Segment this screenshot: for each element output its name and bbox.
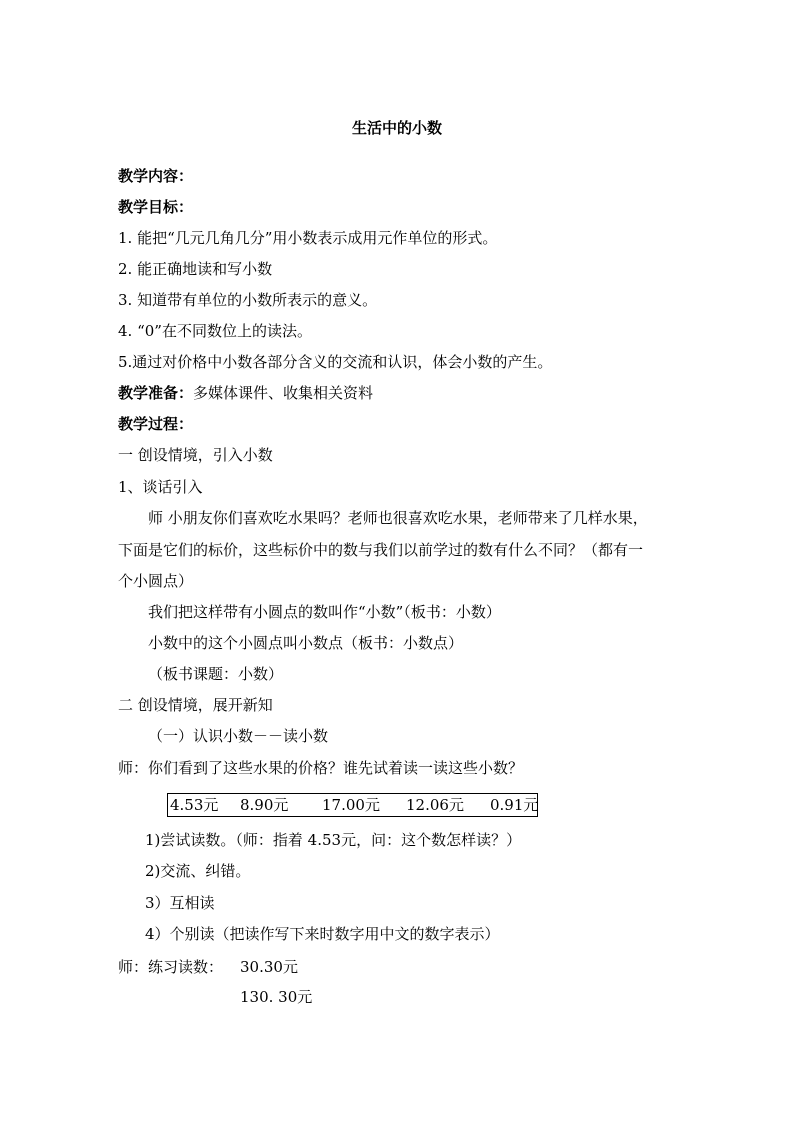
teacher-question: 师：你们看到了这些水果的价格？谁先试着读一读这些小数？ <box>118 759 524 777</box>
practice-value-2: 130. 30元 <box>240 988 313 1006</box>
paragraph-1-line-2: 下面是它们的标价，这些标价中的数与我们以前学过的数有什么不同？（都有一 <box>118 541 644 559</box>
section-1-heading: 一 创设情境，引入小数 <box>118 446 273 464</box>
prep-label: 教学准备： <box>118 384 194 402</box>
price-item: 17.00元 <box>322 796 380 814</box>
price-table <box>167 793 538 817</box>
goal-2: 2. 能正确地读和写小数 <box>118 260 273 278</box>
price-item: 0.91元 <box>490 796 539 814</box>
section-2-1-heading: （一）认识小数－－读小数 <box>148 727 329 745</box>
practice-label: 师：练习读数： <box>118 958 224 976</box>
content-label: 教学内容： <box>118 167 194 185</box>
paragraph-3: 小数中的这个小圆点叫小数点（板书：小数点） <box>148 634 464 652</box>
paragraph-4: （板书课题：小数） <box>148 665 284 683</box>
goal-1: 1. 能把“几元几角几分”用小数表示成用元作单位的形式。 <box>118 229 498 247</box>
goals-label: 教学目标： <box>118 198 194 216</box>
practice-value-1: 30.30元 <box>240 958 298 976</box>
step-4: 4）个别读（把读作写下来时数字用中文的数字表示） <box>145 925 500 943</box>
paragraph-1-line-3: 个小圆点） <box>118 572 194 590</box>
goal-3: 3. 知道带有单位的小数所表示的意义。 <box>118 291 378 309</box>
price-item: 12.06元 <box>406 796 464 814</box>
step-2: 2)交流、纠错。 <box>145 862 251 880</box>
paragraph-2: 我们把这样带有小圆点的数叫作“小数”（板书：小数） <box>148 603 501 621</box>
step-1: 1)尝试读数。（师：指着 4.53元，问：这个数怎样读？） <box>145 831 522 849</box>
step-3: 3）互相读 <box>145 894 215 912</box>
section-1-1-heading: 1、谈话引入 <box>118 478 203 496</box>
section-2-heading: 二 创设情境，展开新知 <box>118 696 273 714</box>
page-title: 生活中的小数 <box>351 119 442 137</box>
goal-4: 4. “0”在不同数位上的读法。 <box>118 322 312 340</box>
price-item: 8.90元 <box>240 796 289 814</box>
goal-5: 5.通过对价格中小数各部分含义的交流和认识，体会小数的产生。 <box>118 353 553 371</box>
prep-line <box>118 383 373 403</box>
process-label: 教学过程： <box>118 415 194 433</box>
paragraph-1-line-1: 师 小朋友你们喜欢吃水果吗？老师也很喜欢吃水果，老师带来了几样水果， <box>148 509 648 527</box>
prep-text: 多媒体课件、收集相关资料 <box>193 384 374 402</box>
price-item: 4.53元 <box>170 796 219 814</box>
